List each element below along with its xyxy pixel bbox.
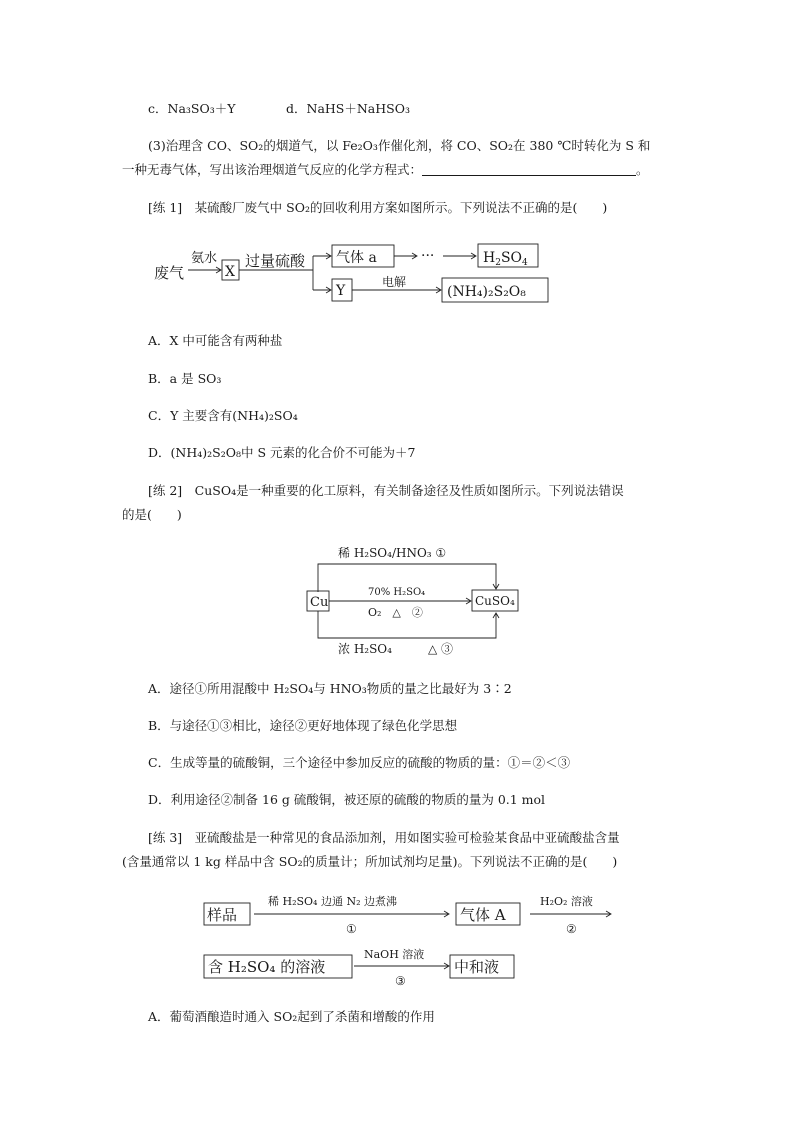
cu-label: Cu [310,595,329,610]
sample-label: 样品 [207,906,238,924]
y-label: Y [336,283,346,299]
question-3-line1: (3)治理含 CO、SO₂的烟道气，以 Fe₂O₃作催化剂，将 CO、SO₂在 380 ℃时转化为 S 和 [148,138,651,153]
option-c: c．Na₃SO₃＋Y [148,101,236,116]
ammonia-label: 氨水 [191,251,218,266]
excess-acid-label: 过量硫酸 [245,252,306,270]
h2so4-label: $H_2SO_4$ [483,250,528,268]
exercise-2-stem-line1: [练 2] CuSO₄是一种重要的化工原料，有关制备途径及性质如图所示。下列说法错误 [148,483,624,498]
product-label: (NH₄)₂S₂O₈ [447,284,526,300]
x-label: X [225,264,235,280]
route-2-bottom-label: O₂ △ ② [368,606,423,619]
ex2-option-b: B．与途径①③相比，途径②更好地体现了绿色化学思想 [148,718,458,733]
neutral-solution-label: 中和液 [454,958,500,976]
waste-gas-label: 废气 [154,264,185,282]
ellipsis: ··· [421,248,435,264]
ex1-option-a: A．X 中可能含有两种盐 [148,333,283,348]
electrolysis-label: 电解 [382,275,407,289]
solution-label: 含 H₂SO₄ 的溶液 [208,958,326,976]
exercise-2-stem-line2: 的是( ) [122,507,182,522]
question-3-prompt: 一种无毒气体，写出该治理烟道气反应的化学方程式： [122,162,423,177]
exercise-3-stem-line2: (含量通常以 1 kg 样品中含 SO₂的质量计；所加试剂均足量)。下列说法不正确的是( ) [122,854,618,869]
option-d: d．NaHS＋NaHSO₃ [286,101,410,116]
step-3-number: ③ [395,974,406,988]
exercise-3-flow-diagram [196,888,626,988]
gas-a-label: 气体 A [460,906,506,924]
cuso4-label: CuSO₄ [475,594,515,608]
question-3-line2 [122,162,649,178]
route-1-label: 稀 H₂SO₄/HNO₃ ① [338,546,447,560]
ex2-option-a: A．途径①所用混酸中 H₂SO₄与 HNO₃物质的量之比最好为 3∶2 [148,681,512,696]
ex1-option-b: B．a 是 SO₃ [148,371,222,386]
ex2-option-d: D．利用途径②制备 16 g 硫酸铜，被还原的硫酸的物质的量为 0.1 mol [148,792,546,807]
exercise-1-flow-diagram [150,236,560,308]
exercise-2-flow-diagram [300,540,530,660]
step-1-label: 稀 H₂SO₄ 边通 N₂ 边煮沸 [268,895,397,908]
route-2-top-label: 70% H₂SO₄ [368,587,426,598]
step-1-number: ① [346,922,357,936]
gas-a-label: 气体 a [336,250,377,266]
exercise-3-stem-line1: [练 3] 亚硫酸盐是一种常见的食品添加剂，用如图实验可检验某食品中亚硫酸盐含量 [148,830,620,845]
exercise-1-stem: [练 1] 某硫酸厂废气中 SO₂的回收利用方案如图所示。下列说法不正确的是( ) [148,200,608,215]
ex1-option-d: D．(NH₄)₂S₂O₈中 S 元素的化合价不可能为＋7 [148,445,416,460]
answer-blank[interactable] [422,163,636,176]
step-2-number: ② [566,922,577,936]
question-3-period: 。 [636,162,649,177]
ex2-option-c: C．生成等量的硫酸铜，三个途径中参加反应的硫酸的物质的量：①＝②＜③ [148,755,571,770]
ex1-option-c: C．Y 主要含有(NH₄)₂SO₄ [148,408,298,423]
route-3-label: 浓 H₂SO₄ △ ③ [338,642,454,656]
step-3-label: NaOH 溶液 [364,948,425,961]
ex3-option-a: A．葡萄酒酿造时通入 SO₂起到了杀菌和增酸的作用 [148,1009,435,1024]
step-2-label: H₂O₂ 溶液 [540,895,593,908]
